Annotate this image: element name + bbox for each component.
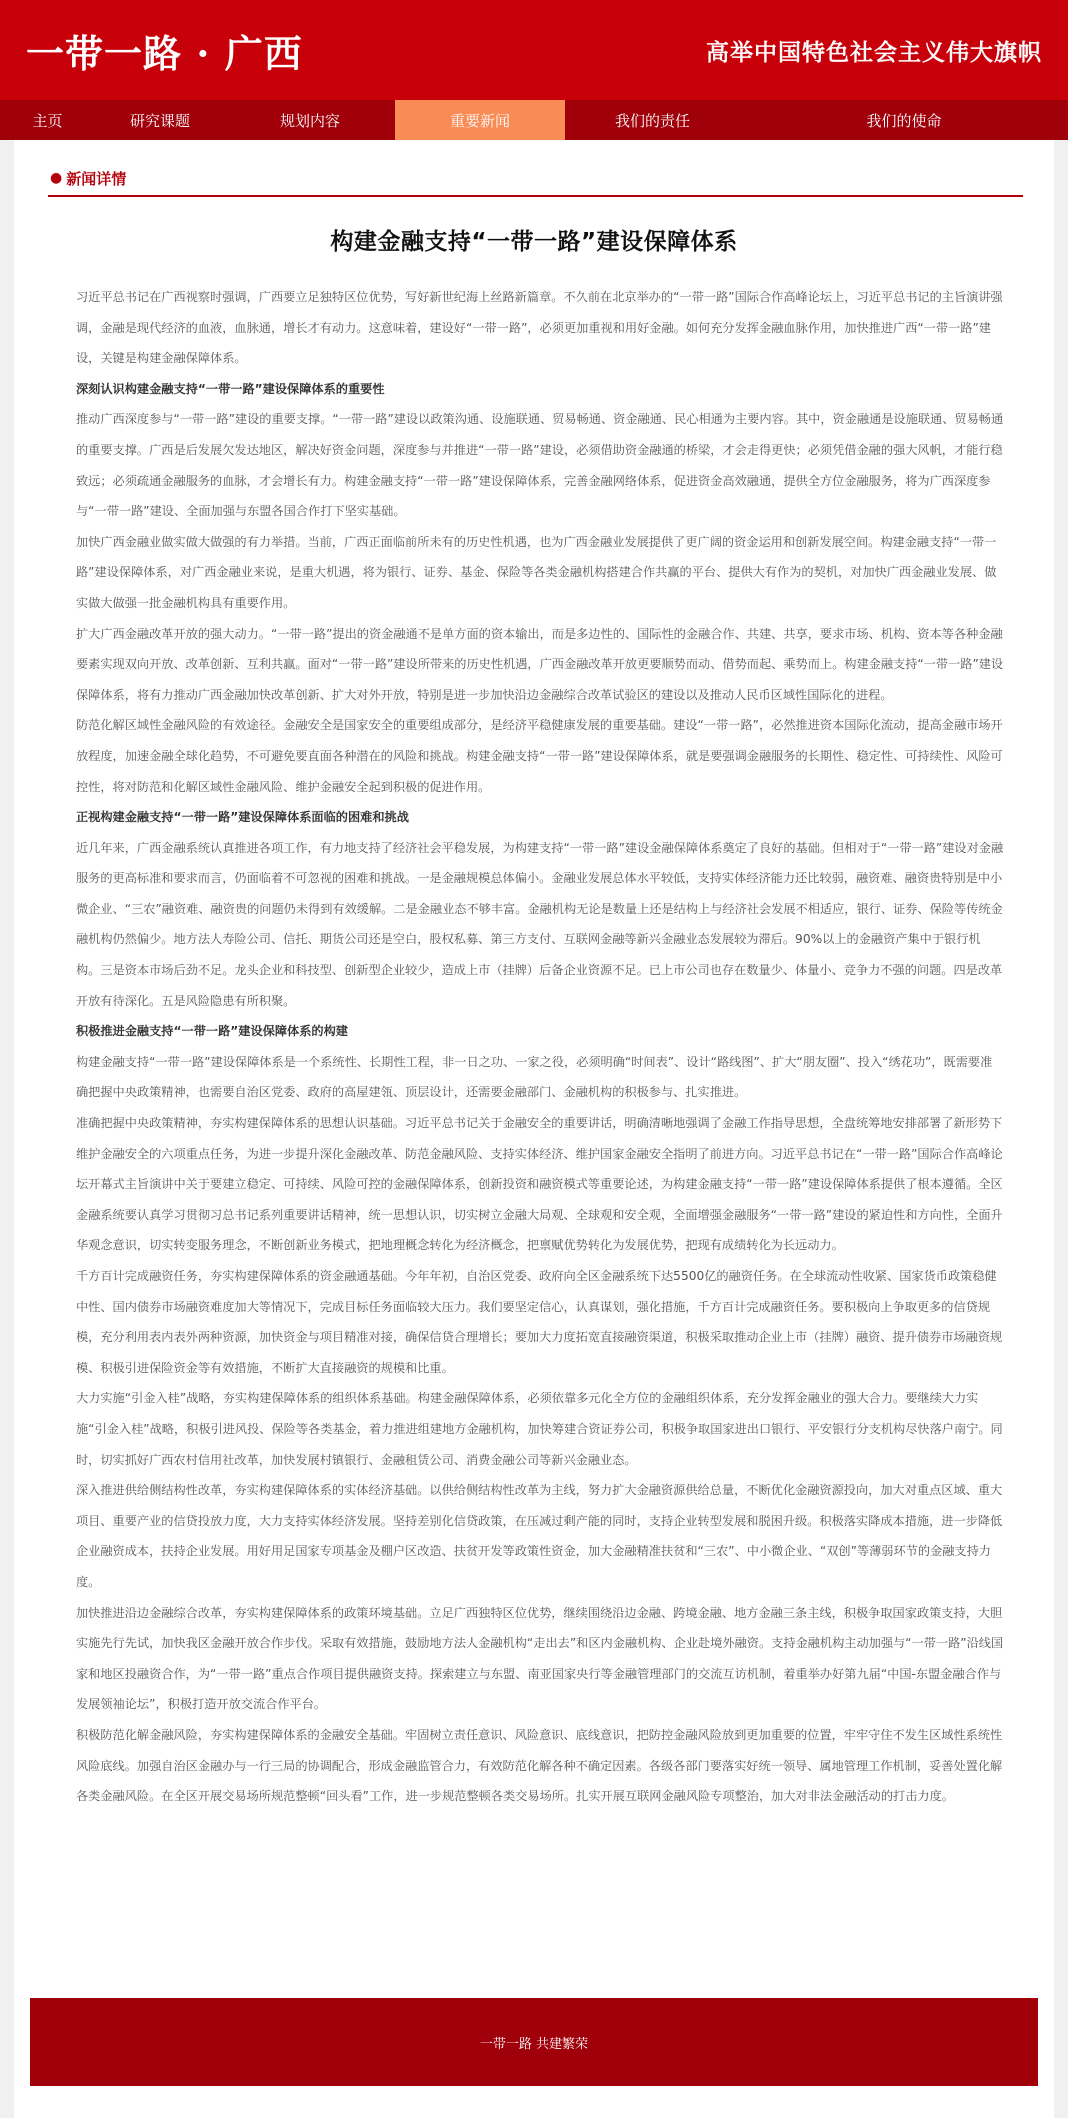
article-subheading: 正视构建金融支持“一带一路”建设保障体系面临的困难和挑战 bbox=[76, 810, 409, 825]
nav-item-news[interactable]: 重要新闻 bbox=[395, 100, 565, 140]
main-nav bbox=[0, 100, 1068, 140]
nav-item-responsibility[interactable]: 我们的责任 bbox=[614, 111, 690, 130]
article-paragraph: 防范化解区域性金融风险的有效途径。金融安全是国家安全的重要组成部分，是经济平稳健康发展的重要基础。建设“一带一路”，必然推进资本国际化流动，提高金融市场开放程度，加速金融全球化趋势，不可避免要直面各种潜在的风险和挑战。构建金融支持“一带一路”建设保障体系，就是要强调金融服务的长期性、稳定性、可持续性、风险可控性，将对防范和化解区域性金融风险、维护金融安全起到积极的促进作用。 bbox=[76, 718, 1003, 794]
nav-item-planning[interactable]: 规划内容 bbox=[279, 111, 340, 130]
article-paragraph: 深入推进供给侧结构性改革，夯实构建保障体系的实体经济基础。以供给侧结构性改革为主线，努力扩大金融资源供给总量，不断优化金融资源投向，加大对重点区域、重大项目、重要产业的信贷投放力度，大力支持实体经济发展。坚持差别化信贷政策，在压减过剩产能的同时，支持企业转型发展和脱困升级。积极落实降成本措施，进一步降低企业融资成本，扶持企业发展。用好用足国家专项基金及棚户区改造、扶贫开发等政策性资金，加大金融精准扶贫和“三农”、中小微企业、“双创”等薄弱环节的金融支持力度。 bbox=[76, 1483, 1003, 1589]
article-body bbox=[30, 282, 1038, 1812]
article-paragraph: 积极防范化解金融风险，夯实构建保障体系的金融安全基础。牢固树立责任意识、风险意识、底线意识，把防控金融风险放到更加重要的位置，牢牢守住不发生区域性系统性风险底线。加强自治区金融办与一行三局的协调配合，形成金融监管合力，有效防范化解各种不确定因素。各级各部门要落实好统一领导、属地管理工作机制，妥善处置化解各类金融风险。在全区开展交易场所规范整顿“回头看”工作，进一步规范整顿各类交易场所。扎实开展互联网金融风险专项整治，加大对非法金融活动的打击力度。 bbox=[76, 1727, 1003, 1804]
nav-item-home[interactable]: 主页 bbox=[32, 111, 63, 130]
site-footer bbox=[30, 1998, 1038, 2086]
bullet-icon: ● bbox=[50, 170, 63, 186]
site-banner bbox=[0, 0, 1068, 100]
article-paragraph: 构建金融支持“一带一路”建设保障体系是一个系统性、长期性工程，非一日之功、一家之役，必须明确“时间表”、设计“路线图”、扩大“朋友圈”、投入“绣花功”，既需要准确把握中央政策精神，也需要自治区党委、政府的高屋建瓴、顶层设计，还需要金融部门、金融机构的积极参与、扎实推进。 bbox=[76, 1054, 993, 1100]
section-divider bbox=[48, 195, 1023, 197]
article-paragraph: 千方百计完成融资任务，夯实构建保障体系的资金融通基础。今年年初，自治区党委、政府向全区金融系统下达5500亿的融资任务。在全球流动性收紧、国家货币政策稳健中性、国内债券市场融资难度加大等情况下，完成目标任务面临较大压力。我们要坚定信心，认真谋划，强化措施，千方百计完成融资任务。要积极向上争取更多的信贷规模，充分利用表内表外两种资源，加快资金与项目精准对接，确保信贷合理增长；要加大力度拓宽直接融资渠道，积极采取推动企业上市（挂牌）融资、提升债券市场融资规模、积极引进保险资金等有效措施，不断扩大直接融资的规模和比重。 bbox=[76, 1269, 1003, 1375]
article-paragraph: 加快推进沿边金融综合改革，夯实构建保障体系的政策环境基础。立足广西独特区位优势，继续围绕沿边金融、跨境金融、地方金融三条主线，积极争取国家政策支持，大胆实施先行先试，加快我区金融开放合作步伐。采取有效措施，鼓励地方法人金融机构“走出去”和区内金融机构、企业赴境外融资。支持金融机构主动加强与“一带一路”沿线国家和地区投融资合作，为“一带一路”重点合作项目提供融资支持。探索建立与东盟、南亚国家央行等金融管理部门的交流互访机制，着重举办好第九届“中国-东盟金融合作与发展领袖论坛”，积极打造开放交流合作平台。 bbox=[76, 1605, 1004, 1712]
site-slogan: 高举中国特色社会主义伟大旗帜 bbox=[706, 38, 1042, 66]
article-paragraph: 扩大广西金融改革开放的强大动力。“一带一路”提出的资金融通不是单方面的资本输出，而是多边性的、国际性的金融合作、共建、共享，要求市场、机构、资本等各种金融要素实现双向开放、改革创新、互利共赢。面对“一带一路”建设所带来的历史性机遇，广西金融改革开放更要顺势而动、借势而起、乘势而上。构建金融支持“一带一路”建设保障体系，将有力推动广西金融加快改革创新、扩大对外开放，特别是进一步加快沿边金融综合改革试验区的建设以及推动人民币区域性国际化的进程。 bbox=[76, 626, 1004, 702]
article-title: 构建金融支持“一带一路”建设保障体系 bbox=[330, 229, 738, 255]
article-subheading: 深刻认识构建金融支持“一带一路”建设保障体系的重要性 bbox=[76, 381, 385, 396]
article-paragraph: 加快广西金融业做实做大做强的有力举措。当前，广西正面临前所未有的历史性机遇，也为广西金融业发展提供了更广阔的资金运用和创新发展空间。构建金融支持“一带一路”建设保障体系，对广西金融业来说，是重大机遇，将为银行、证券、基金、保险等各类金融机构搭建合作共赢的平台、提供大有作为的契机，对加快广西金融业发展、做实做大做强一批金融机构具有重要作用。 bbox=[76, 534, 997, 610]
article-paragraph: 大力实施“引金入桂”战略，夯实构建保障体系的组织体系基础。构建金融保障体系，必须依靠多元化全方位的金融组织体系，充分发挥金融业的强大合力。要继续大力实施“引金入桂”战略，积极引进风投、保险等各类基金，着力推进组建地方金融机构，加快筹建合资证券公司，积极争取国家进出口银行、平安银行分支机构尽快落户南宁。同时，切实抓好广西农村信用社改革，加快发展村镇银行、金融租赁公司、消费金融公司等新兴金融业态。 bbox=[76, 1391, 1003, 1467]
article-paragraph: 准确把握中央政策精神，夯实构建保障体系的思想认识基础。习近平总书记关于金融安全的重要讲话，明确清晰地强调了金融工作指导思想，全盘统筹地安排部署了新形势下维护金融安全的六项重点任务，为进一步提升深化金融改革、防范金融风险、支持实体经济、维护国家金融安全指明了前进方向。习近平总书记在“一带一路”国际合作高峰论坛开幕式主旨演讲中关于要建立稳定、可持续、风险可控的金融保障体系，创新投资和融资模式等重要论述，为构建金融支持“一带一路”建设保障体系提供了根本遵循。全区金融系统要认真学习贯彻习总书记系列重要讲话精神，统一思想认识，切实树立金融大局观、全球观和安全观，全面增强金融服务“一带一路”建设的紧迫性和方向性，全面升华观念意识，切实转变服务理念，不断创新业务模式，把地理概念转化为经济概念，把禀赋优势转化为发展优势，把现有成绩转化为长远动力。 bbox=[76, 1116, 1003, 1253]
main-content bbox=[14, 140, 1054, 2118]
site-logo[interactable]: 一带一路 · 广西 bbox=[26, 30, 303, 76]
nav-item-mission[interactable]: 我们的使命 bbox=[866, 111, 942, 130]
article-paragraph: 近几年来，广西金融系统认真推进各项工作，有力地支持了经济社会平稳发展，为构建支持“一带一路”建设金融保障体系奠定了良好的基础。但相对于“一带一路”建设对金融服务的更高标准和要求而言，仍面临着不可忽视的困难和挑战。一是金融规模总体偏小。金融业发展总体水平较低，支持实体经济能力还比较弱，融资难、融资贵特别是中小微企业、“三农”融资难、融资贵的问题仍未得到有效缓解。二是金融业态不够丰富。金融机构无论是数量上还是结构上与经济社会发展不相适应，银行、证券、保险等传统金融机构仍然偏少。地方法人寿险公司、信托、期货公司还是空白，股权私募、第三方支付、互联网金融等新兴金融业态发展较为滞后。90%以上的金融资产集中于银行机构。三是资本市场后劲不足。龙头企业和科技型、创新型企业较少，造成上市（挂牌）后备企业资源不足。已上市公司也存在数量少、体量小、竞争力不强的问题。四是改革开放有待深化。五是风险隐患有所积聚。 bbox=[76, 840, 1004, 1008]
section-title: 新闻详情 bbox=[66, 169, 127, 188]
section-header bbox=[30, 165, 1038, 191]
article-paragraph: 习近平总书记在广西视察时强调，广西要立足独特区位优势，写好新世纪海上丝路新篇章。不久前在北京举办的“一带一路”国际合作高峰论坛上，习近平总书记的主旨演讲强调，金融是现代经济的血液，血脉通，增长才有动力。这意味着，建设好“一带一路”，必须更加重视和用好金融。如何充分发挥金融血脉作用，加快推进广西“一带一路”建设，关键是构建金融保障体系。 bbox=[76, 290, 1003, 366]
nav-item-research[interactable]: 研究课题 bbox=[129, 111, 190, 130]
footer-text: 一带一路 共建繁荣 bbox=[479, 2036, 589, 2052]
article-paragraph: 推动广西深度参与“一带一路”建设的重要支撑。“一带一路”建设以政策沟通、设施联通、贸易畅通、资金融通、民心相通为主要内容。其中，资金融通是设施联通、贸易畅通的重要支撑。广西是后发展欠发达地区，解决好资金问题，深度参与并推进“一带一路”建设，必须借助资金融通的桥梁，才会走得更快；必须凭借金融的强大风帆，才能行稳致远；必须疏通金融服务的血脉，才会增长有力。构建金融支持“一带一路”建设保障体系，完善金融网络体系，促进资金高效融通，提供全方位金融服务，将为广西深度参与“一带一路”建设、全面加强与东盟各国合作打下坚实基础。 bbox=[76, 412, 1004, 519]
article-subheading: 积极推进金融支持“一带一路”建设保障体系的构建 bbox=[76, 1024, 348, 1039]
